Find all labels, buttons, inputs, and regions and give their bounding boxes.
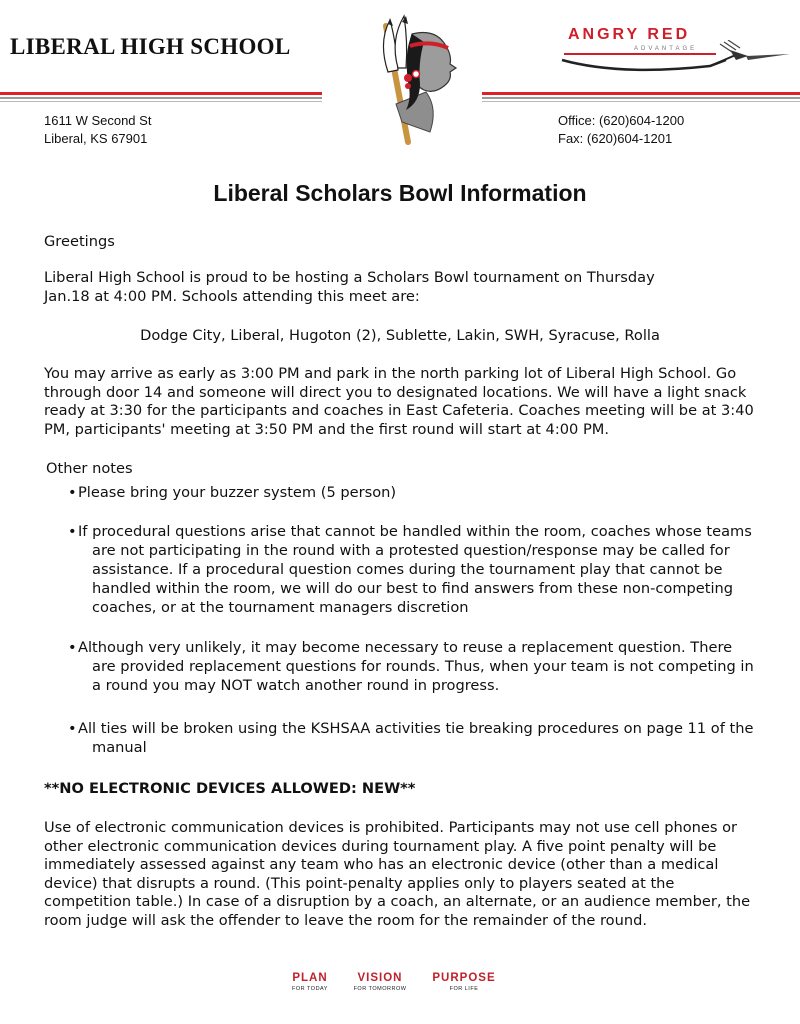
address-line2: Liberal, KS 67901 bbox=[44, 131, 148, 146]
school-name: LIBERAL HIGH SCHOOL bbox=[10, 34, 291, 59]
note-item bbox=[68, 483, 758, 502]
note-item bbox=[68, 638, 758, 695]
brand-logo bbox=[560, 26, 792, 82]
footer-sub: FOR TODAY bbox=[292, 986, 328, 992]
note-item bbox=[68, 522, 758, 617]
header-rule-left-gray-thin bbox=[0, 101, 322, 102]
fax-number: Fax: (620)604-1201 bbox=[558, 131, 673, 146]
bullet-icon: • bbox=[68, 720, 77, 737]
devices-heading: **NO ELECTRONIC DEVICES ALLOWED: NEW** bbox=[44, 780, 416, 797]
footer-sub: FOR LIFE bbox=[449, 986, 479, 992]
devices-paragraph: Use of electronic communication devices is prohibited. Participants may not use cell phones or other electronic communication devices during tournament play. A five point penalty will be immediately assessed against any team who has an electronic device (other than a medical device) that disrupts a round. (This point-penalty applies only to players seated at the competition table.) In case of a disruption by a coach, an alternate, or an audience member, the room judge will ask the offender to leave the room for the remainder of the round. bbox=[44, 819, 751, 929]
footer-motto bbox=[280, 972, 520, 1002]
address-line1: 1611 W Second St bbox=[44, 113, 152, 128]
footer-item-purpose bbox=[424, 972, 504, 992]
footer-word: PURPOSE bbox=[432, 972, 496, 984]
footer-word: PLAN bbox=[292, 972, 328, 984]
note-text: Please bring your buzzer system (5 person) bbox=[78, 484, 397, 501]
header-rule-left-gray bbox=[0, 97, 322, 99]
footer-sub: FOR TOMORROW bbox=[353, 986, 407, 992]
header-rule-right-red bbox=[482, 92, 800, 95]
footer-word: VISION bbox=[357, 972, 403, 984]
greeting: Greetings bbox=[44, 233, 115, 250]
attending-schools: Dodge City, Liberal, Hugoton (2), Sublette, Lakin, SWH, Syracuse, Rolla bbox=[140, 327, 660, 344]
note-text: If procedural questions arise that cannot be handled within the room, coaches whose teams are not participating in the round with a protested question/response may be called for assistance. If a procedural question comes during the tournament play that cannot be handled within the room, we will do our best to find answers from these non-competing coaches, or at the tournament managers discretion bbox=[78, 523, 752, 616]
bullet-icon: • bbox=[68, 639, 77, 656]
arrival-paragraph: You may arrive as early as 3:00 PM and park in the north parking lot of Liberal High School. Go through door 14 and someone will direct you to designated locations. We will have a light snack ready at 3:30 for the participants and coaches in East Cafeteria. Coaches meeting will be at 3:40 PM, participants' meeting at 3:50 PM and the first round will start at 4:00 PM. bbox=[44, 365, 754, 438]
school-address bbox=[44, 112, 151, 148]
footer-item-vision bbox=[342, 972, 418, 992]
other-notes-heading: Other notes bbox=[46, 460, 133, 477]
bullet-icon: • bbox=[68, 523, 77, 540]
mascot-logo-icon bbox=[368, 12, 464, 150]
header-rule-right-gray bbox=[482, 97, 800, 99]
brand-title: ANGRY RED bbox=[568, 26, 691, 43]
intro-paragraph: Liberal High School is proud to be hosting a Scholars Bowl tournament on Thursday Jan.18 at 4:00 PM. Schools attending this meet are: bbox=[44, 269, 655, 305]
contact-info bbox=[558, 112, 684, 148]
header-rule-right-gray-thin bbox=[482, 101, 800, 102]
bullet-icon: • bbox=[68, 484, 77, 501]
header-rule-left-red bbox=[0, 92, 322, 95]
note-item bbox=[68, 719, 758, 757]
document-title: Liberal Scholars Bowl Information bbox=[213, 180, 587, 206]
footer-item-plan bbox=[280, 972, 340, 992]
arrow-icon bbox=[560, 40, 792, 80]
note-text: All ties will be broken using the KSHSAA activities tie breaking procedures on page 11 of the manual bbox=[78, 720, 754, 756]
office-phone: Office: (620)604-1200 bbox=[558, 113, 685, 128]
note-text: Although very unlikely, it may become necessary to reuse a replacement question. There are provided replacement questions for rounds. Thus, when your team is not competing in a round you may NOT watch another round in progress. bbox=[78, 639, 754, 694]
brand-subtitle: ADVANTAGE bbox=[634, 46, 698, 52]
